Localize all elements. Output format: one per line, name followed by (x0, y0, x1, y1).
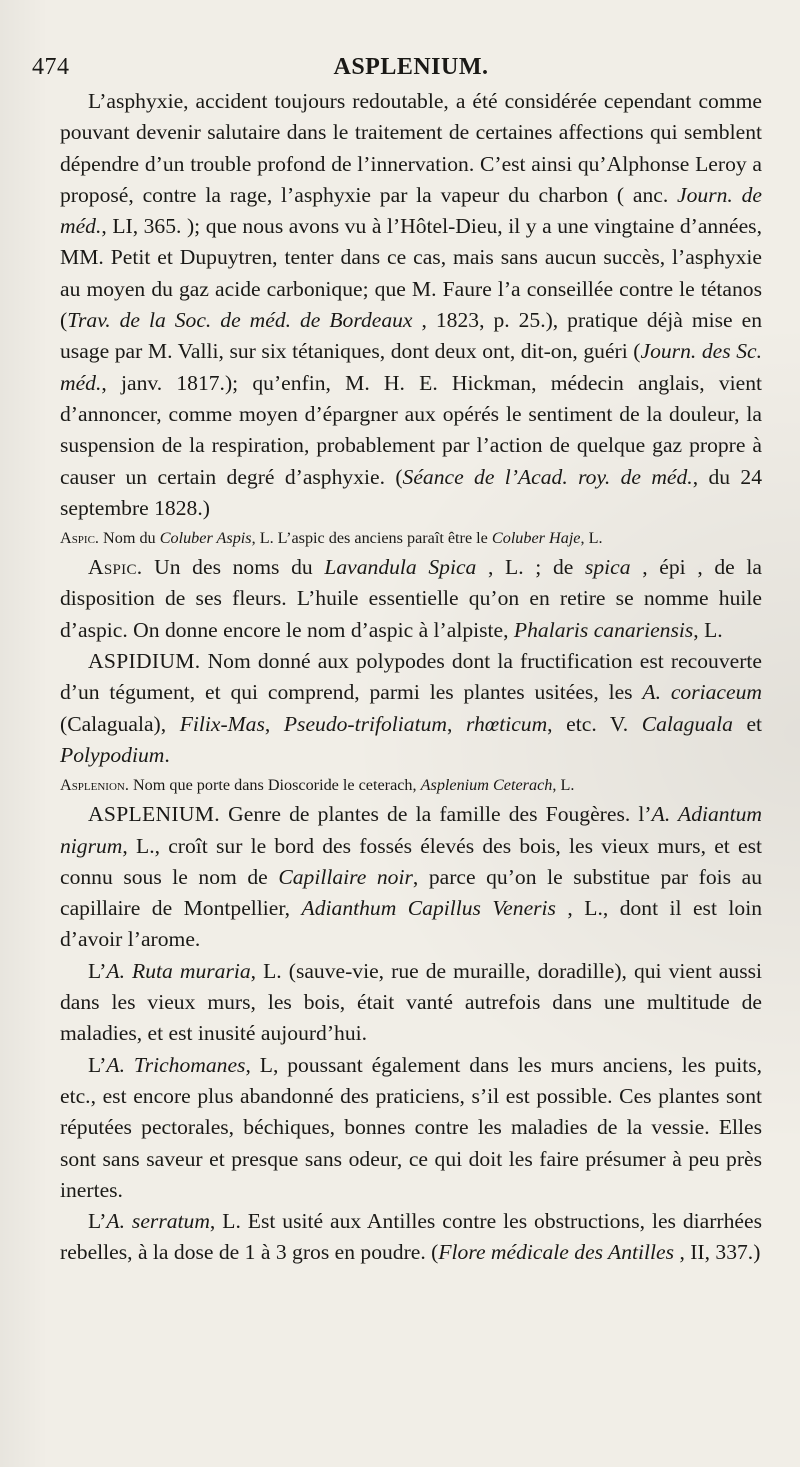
species-name: rhœticum (465, 711, 548, 736)
species-name: A. Trichomanes (106, 1052, 246, 1077)
text-run: L’ (88, 1052, 107, 1077)
headword: ASPLENIUM. (88, 802, 220, 827)
citation: Séance de l’Acad. roy. de méd. (402, 464, 693, 489)
running-head (32, 52, 762, 86)
text-run: , L. (693, 617, 723, 642)
text-run: Nom donné aux polypodes dont la fructification est recouverte d’un tégument, et qui comprend, parmi les plantes usitées, les (60, 649, 762, 705)
entry-asplenion (60, 771, 762, 799)
paragraph-serratum (60, 1206, 762, 1269)
text-run: , janv. 1817.); qu’enfin, M. H. E. Hickman, médecin anglais, vient d’annoncer, comme moyen d’épargner aux opérés le sentiment de la douleur, la suspension de la respiration, probablement par l’action de quelque gaz propre à causer un certain degré d’asphyxie. ( (60, 370, 762, 489)
text-run: L’ (88, 1209, 107, 1234)
text-run: L’ (88, 958, 107, 983)
latin-word: spica (584, 555, 631, 580)
text-run: , L. ; de (476, 555, 585, 580)
citation: Flore médicale des Antilles (438, 1240, 675, 1265)
page-number: 474 (32, 54, 70, 80)
headword: ASPIDIUM. (88, 649, 201, 674)
cross-reference: Calaguala (641, 711, 733, 736)
text-run: Genre de plantes de la famille des Fougères. l’ (219, 802, 652, 827)
entry-aspic-serpent (60, 524, 762, 552)
species-name: Filix-Mas (179, 711, 265, 736)
text-run: , L. (580, 529, 603, 548)
headword: Aspic. (60, 529, 99, 548)
text-run: Nom du (98, 529, 160, 548)
entry-asplenium (60, 799, 762, 955)
text-run: , II, 337.) (674, 1240, 761, 1265)
citation: Journ. de méd. (60, 182, 762, 239)
species-name: Adianthum Capillus Veneris (301, 896, 556, 921)
text-run: Nom que porte dans Dioscoride le ceterach, (128, 776, 421, 795)
citation: Journ. des Sc. méd. (60, 339, 762, 395)
text-run: , du 24 septembre 1828.) (60, 464, 763, 520)
headword: Asplenion. (60, 776, 129, 795)
species-name: Coluber Aspis (159, 529, 252, 548)
text-run: , L, poussant également dans les murs anciens, les puits, etc., est encore plus abandonné des praticiens, s’il est possible. Ces plantes sont réputées pectorales, béchiques, bonnes contre les maladies de la vessie. Elles sont sans saveur et presque sans odeur, ce qui doit les faire présumer à peu près inertes. (60, 1052, 763, 1202)
paragraph-asphyxie (60, 86, 762, 524)
text-run: , L., dont il est loin d’avoir l’arome. (60, 896, 763, 952)
cross-reference: Polypodium (60, 742, 165, 767)
species-name: A. coriaceum (642, 680, 762, 705)
species-name: Pseudo-trifoliatum (283, 711, 447, 736)
text-run: , LI, 365. ); que nous avons vu à l’Hôtel-Dieu, il y a une vingtaine d’années, MM. Petit et Dupuytren, tenter dans ce cas, mais sans aucun succès, l’asphyxie au moyen du gaz acide carbonique; que M. Faure l’a conseillée contre le tétanos ( (60, 214, 762, 333)
paragraph-ruta-muraria (60, 956, 762, 1050)
text-run: Un des noms du (142, 555, 325, 580)
text-run: et (732, 711, 763, 736)
text-run: , épi , de la disposition de ses fleurs. L’huile essentielle qu’on en retire se nomme huile d’aspic. On donne encore le nom d’aspic à l’alpiste, (60, 555, 762, 642)
text-run: , L. (552, 776, 575, 795)
text-run: , parce qu’on le substitue par fois au capillaire de Montpellier, (60, 864, 763, 921)
text-run: , (264, 711, 284, 736)
headword: Aspic. (88, 555, 143, 580)
species-name: Asplenium Ceterach (420, 776, 553, 795)
species-name: A. Ruta muraria (106, 958, 251, 983)
species-name: Coluber Haje (491, 529, 581, 548)
text-run: (Calaguala), (60, 711, 180, 736)
species-name: Lavandula Spica (324, 555, 477, 580)
body-text (60, 86, 762, 1269)
species-name: Phalaris canariensis (513, 617, 694, 642)
paragraph-trichomanes (60, 1050, 762, 1206)
citation: Trav. de la Soc. de méd. de Bordeaux (67, 308, 413, 333)
text-run: L’asphyxie, accident toujours redoutable, a été considérée cependant comme pouvant devenir salutaire dans le traitement de certaines affections qui semblent dépendre d’un trouble profond de l’innervation. C’est ainsi qu’Alphonse Leroy a proposé, contre la rage, l’asphyxie par la vapeur du charbon ( anc. (60, 89, 762, 207)
text-run: , L. (sauve-vie, rue de muraille, doradille), qui vient aussi dans les vieux murs, les bois, était vanté autrefois dans une multitude de maladies, et est inusité aujourd’hui. (60, 958, 762, 1046)
common-name: Capillaire noir (278, 864, 413, 889)
species-name: A. serratum (106, 1209, 210, 1234)
species-name: A. Adiantum nigrum (60, 802, 762, 858)
text-run: . (164, 742, 170, 767)
text-run: , (447, 711, 466, 736)
text-run: , L. Est usité aux Antilles contre les obstructions, les diarrhées rebelles, à la dose de 1 à 3 gros en poudre. ( (60, 1209, 762, 1265)
entry-aspidium (60, 646, 762, 771)
text-run: , L. L’aspic des anciens paraît être le (251, 529, 492, 548)
text-run: , 1823, p. 25.), pratique déjà mise en usage par M. Valli, sur six tétaniques, dont deux ont, dit-on, guéri ( (60, 308, 763, 364)
running-title: ASPLENIUM. (333, 54, 489, 80)
entry-aspic-plante (60, 552, 762, 646)
text-run: , L., croît sur le bord des fossés élevés des bois, les vieux murs, et est connu sous le nom de (60, 833, 762, 889)
text-run: , etc. V. (547, 711, 642, 736)
